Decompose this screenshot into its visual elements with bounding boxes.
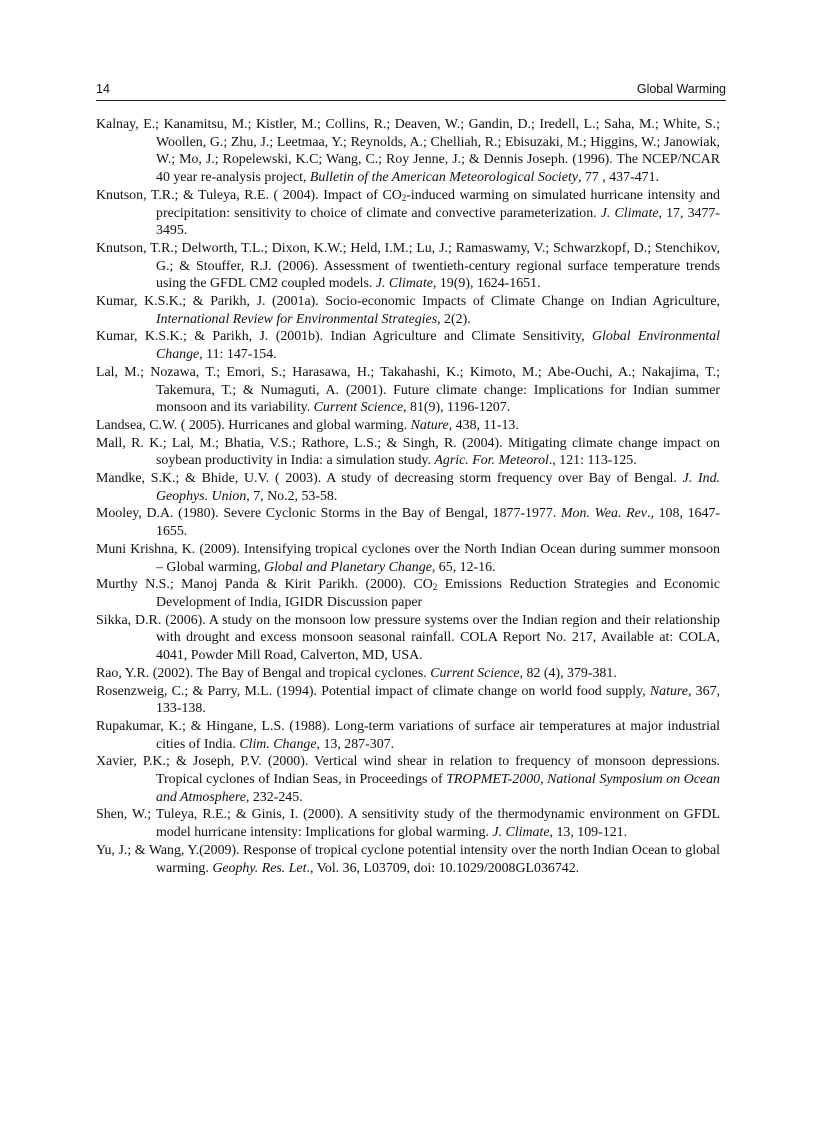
reference-entry: Murthy N.S.; Manoj Panda & Kirit Parikh. (2000). $CO_2$ Emissions Reduction Strategies and Economic Development of India, IGIDR Discussion paper xyxy=(96,577,720,610)
reference-entry: Knutson, T.R.; & Tuleya, R.E. ( 2004). Impact of $CO_2$-induced warming on simulated hurricane intensity and precipitation: sensitivity to choice of climate and convective parameterization. J. Climate, 17, 3477-3495. xyxy=(96,187,720,239)
page-header xyxy=(96,80,726,101)
reference-entry: Rosenzweig, C.; & Parry, M.L. (1994). Potential impact of climate change on world food supply, Nature, 367, 133-138. xyxy=(96,683,720,717)
reference-entry: Rao, Y.R. (2002). The Bay of Bengal and tropical cyclones. Current Science, 82 (4), 379-381. xyxy=(96,665,617,681)
running-title: Global Warming xyxy=(636,82,726,96)
reference-entry: Shen, W.; Tuleya, R.E.; & Ginis, I. (2000). A sensitivity study of the thermodynamic environment on GFDL model hurricane intensity: Implications for global warming. J. Climate, 13, 109-121. xyxy=(96,807,720,841)
reference-entry: Mooley, D.A. (1980). Severe Cyclonic Storms in the Bay of Bengal, 1877-1977. Mon. Wea. Rev., 108, 1647-1655. xyxy=(96,506,721,540)
reference-entry: Knutson, T.R.; Delworth, T.L.; Dixon, K.W.; Held, I.M.; Lu, J.; Ramaswamy, V.; Schwarzkopf, D.; Stenchikov, G.; & Stouffer, R.J. (2006). Assessment of twentieth-century regional surface temperature trends using the GFDL CM2 coupled models. J. Climate, 19(9), 1624-1651. xyxy=(96,240,720,292)
reference-entry: Xavier, P.K.; & Joseph, P.V. (2000). Vertical wind shear in relation to frequency of monsoon depressions. Tropical cyclones of Indian Seas, in Proceedings of TROPMET-2000, National Symposium on Ocean and Atmosphere, 232-245. xyxy=(96,754,720,805)
reference-entry: Yu, J.; & Wang, Y.(2009). Response of tropical cyclone potential intensity over the north Indian Ocean to global warming. Geophy. Res. Let., Vol. 36, L03709, doi: 10.1029/2008GL036742. xyxy=(96,842,720,876)
reference-entry: Lal, M.; Nozawa, T.; Emori, S.; Harasawa, H.; Takahashi, K.; Kimoto, M.; Abe-Ouchi, A.; Nakajima, T.; Takemura, T.; & Numaguti, A. (2001). Future climate change: Implications for Indian summer monsoon and its variability. Current Science, 81(9), 1196-1207. xyxy=(96,364,720,416)
reference-entry: Mall, R. K.; Lal, M.; Bhatia, V.S.; Rathore, L.S.; & Singh, R. (2004). Mitigating climate change impact on soybean productivity in India: a simulation study. Agric. For. Meteorol., 121: 113-125. xyxy=(96,435,720,469)
reference-entry: Kumar, K.S.K.; & Parikh, J. (2001a). Socio-economic Impacts of Climate Change on Indian Agriculture, International Review for Environmental Strategies, 2(2). xyxy=(96,294,720,327)
reference-entry: Kalnay, E.; Kanamitsu, M.; Kistler, M.; Collins, R.; Deaven, W.; Gandin, D.; Iredell, L.; Saha, M.; White, S.; Woollen, G.; Zhu, J.; Leetmaa, Y.; Reynolds, A.; Chelliah, R.; Ebisuzaki, M.; Higgins, W.; Janowiak, W.; Mo, J.; Ropelewski, K.C; Wang, C.; Roy Jenne, J.; & Dennis Joseph. (1996). The NCEP/NCAR 40 year re-analysis project, Bulletin of the American Meteorological Society, 77 , 437-471. xyxy=(96,117,720,186)
page-number: 14 xyxy=(96,82,110,96)
reference-list xyxy=(96,116,720,877)
reference-entry: Mandke, S.K.; & Bhide, U.V. ( 2003). A study of decreasing storm frequency over Bay of Bengal. J. Ind. Geophys. Union, 7, No.2, 53-58. xyxy=(96,471,720,504)
reference-entry: Kumar, K.S.K.; & Parikh, J. (2001b). Indian Agriculture and Climate Sensitivity, Global Environmental Change, 11: 147-154. xyxy=(96,329,720,363)
reference-entry: Muni Krishna, K. (2009). Intensifying tropical cyclones over the North Indian Ocean during summer monsoon – Global warming, Global and Planetary Change, 65, 12-16. xyxy=(96,541,720,575)
reference-entry: Sikka, D.R. (2006). A study on the monsoon low pressure systems over the Indian region and their relationship with drought and excess monsoon seasonal rainfall. COLA Report No. 217, Available at: COLA, 4041, Powder Mill Road, Calverton, MD, USA. xyxy=(96,612,720,664)
reference-entry: Landsea, C.W. ( 2005). Hurricanes and global warming. Nature, 438, 11-13. xyxy=(96,417,519,433)
reference-entry: Rupakumar, K.; & Hingane, L.S. (1988). Long-term variations of surface air temperatures at major industrial cities of India. Clim. Change, 13, 287-307. xyxy=(96,718,720,752)
